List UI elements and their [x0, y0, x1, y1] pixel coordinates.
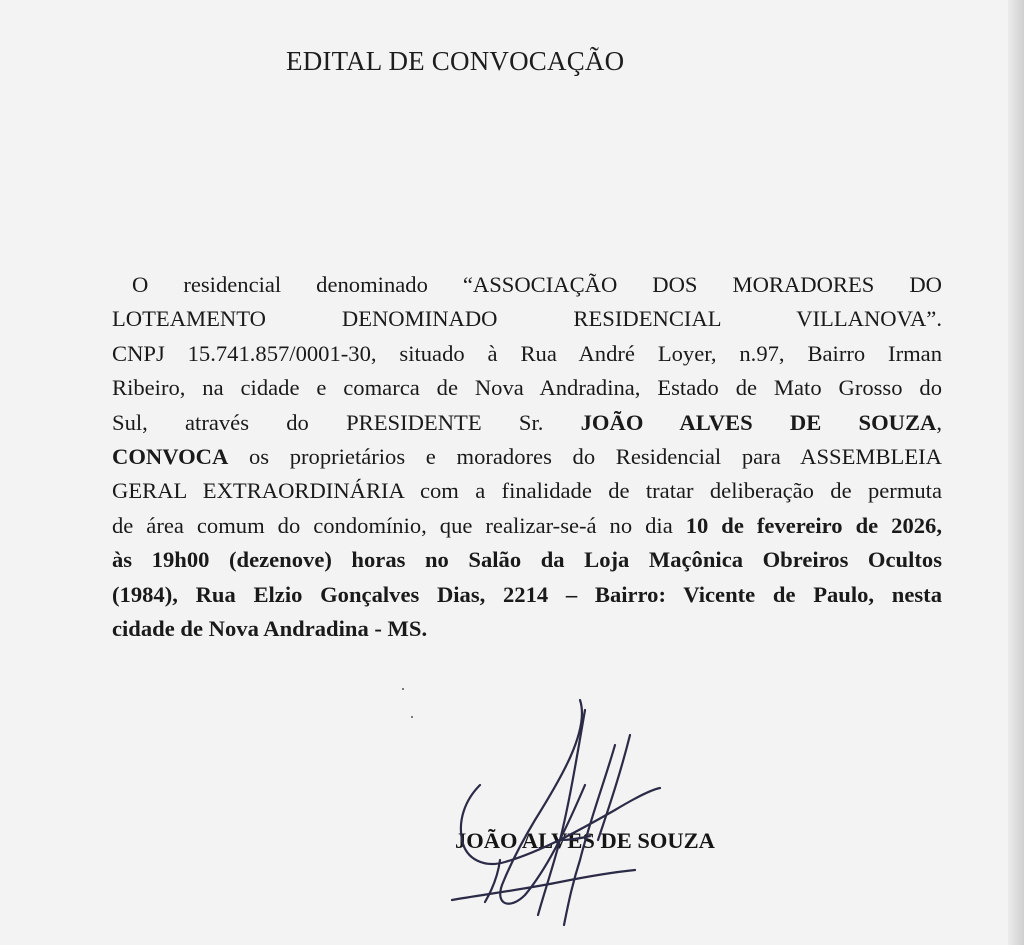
body-line [112, 509, 942, 543]
body-line [112, 612, 942, 646]
paper-speck [411, 716, 413, 718]
page-edge-shadow [1008, 0, 1024, 945]
body-line [112, 302, 942, 336]
body-line [112, 337, 942, 371]
paper-speck [402, 688, 404, 690]
bold-text-run: CONVOCA [112, 443, 229, 469]
body-paragraph [112, 268, 942, 646]
text-run: Sul, através do PRESIDENTE Sr. [112, 409, 581, 435]
bold-text-run: às 19h00 (dezenove) horas no Salão da Loja Maçônica Obreiros Ocultos [112, 547, 942, 573]
body-line [112, 268, 942, 302]
body-line [112, 578, 942, 612]
body-line [112, 406, 942, 440]
body-line [112, 543, 942, 577]
document-title: EDITAL DE CONVOCAÇÃO [286, 46, 625, 76]
signer-name: JOÃO ALVES DE SOUZA [455, 828, 715, 853]
text-run: GERAL EXTRAORDINÁRIA com a finalidade de tratar deliberação de permuta [112, 478, 942, 504]
text-run: Ribeiro, na cidade e comarca de Nova Andradina, Estado de Mato Grosso do [112, 375, 942, 401]
text-run: LOTEAMENTO DENOMINADO RESIDENCIAL VILLANOVA”. [112, 306, 942, 332]
body-line [112, 474, 942, 508]
text-run: , [936, 409, 943, 435]
text-run: de área comum do condomínio, que realizar-se-á no dia [112, 512, 686, 538]
text-run: os proprietários e moradores do Residencial para ASSEMBLEIA [228, 443, 942, 469]
text-run: O residencial denominado “ASSOCIAÇÃO DOS MORADORES DO [132, 272, 942, 297]
bold-text-run: cidade de Nova Andradina - MS. [112, 615, 428, 641]
body-line [112, 371, 942, 405]
text-run: CNPJ 15.741.857/0001-30, situado à Rua André Loyer, n.97, Bairro Irman [112, 340, 942, 366]
handwritten-signature [440, 690, 670, 940]
bold-text-run: (1984), Rua Elzio Gonçalves Dias, 2214 – Bairro: Vicente de Paulo, nesta [112, 581, 942, 607]
bold-text-run: JOÃO ALVES DE SOUZA [580, 409, 937, 435]
body-line [112, 440, 942, 474]
bold-text-run: 10 de fevereiro de 2026, [685, 512, 942, 538]
